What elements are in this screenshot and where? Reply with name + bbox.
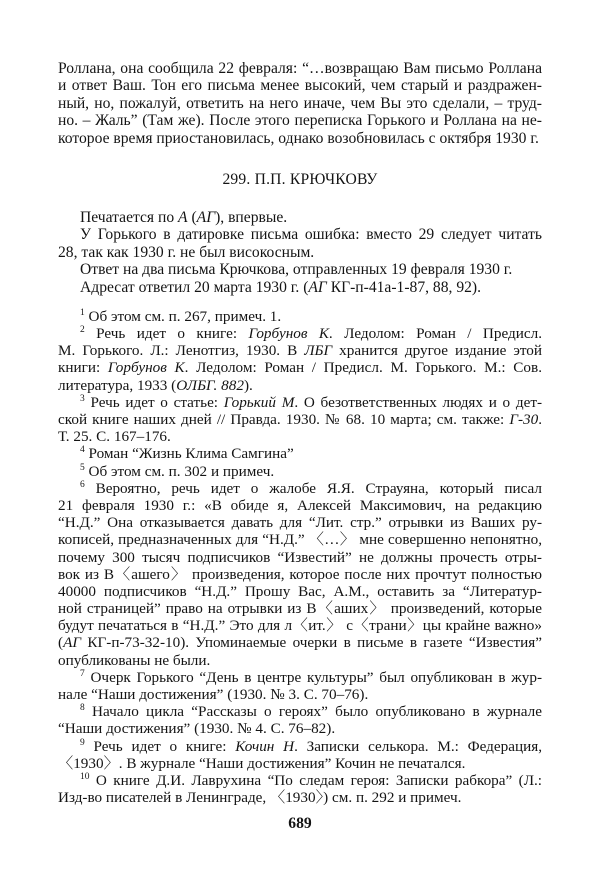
footnote-number: 2 — [80, 325, 85, 336]
footnote-line: будут печататься в “Н.Д.” Это для л〈ит.〉 с〈трани〉цы крайне важно» — [58, 617, 542, 635]
footnote-4 — [58, 445, 542, 462]
footnote-line: $^1$ Об этом см. п. 267, примеч. 1. — [80, 307, 282, 325]
footnote-line: “Наши достижения” (1930. № 4. С. 76–82). — [58, 720, 336, 738]
note-dating-error: У Горького в датировке письма ошибка: вместо 29 следует читать — [80, 226, 542, 244]
footnote-line: $^9$ Речь идет о книге: Кочин Н. Записки селькора. М.: Федерация, — [80, 737, 543, 755]
footnote-10 — [58, 772, 542, 806]
footnote-number: 9 — [80, 737, 85, 748]
footnote-line: $^3$ Речь идет о статье: Горький М. О безответственных людях и о дет- — [80, 393, 543, 411]
footnote-line: “Н.Д.” Она отказывается давать для “Лит. стр.” отрывки из Ваших ру- — [58, 514, 542, 532]
footnote-number: 5 — [80, 462, 85, 473]
text-line: но. – Жаль” (Там же). После этого переписка Горького и Роллана на не- — [58, 112, 542, 130]
footnote-line: вок из В〈ашего〉 произведения, которое после них прочтут полностью — [58, 565, 542, 583]
footnote-line: нале “Наши достижения” (1930. № 3. С. 70–76). — [58, 686, 369, 704]
section-heading: 299. П.П. КРЮЧКОВУ — [222, 170, 378, 188]
text-line: ный, но, пожалуй, ответить на него иначе, чем Вы это сделали, – труд- — [58, 94, 542, 112]
footnote-line: ской книге наших дней // Правда. 1930. № 68. 10 марта; см. также: Г-30. — [58, 411, 542, 429]
spacer — [58, 296, 542, 308]
footnote-5 — [58, 463, 542, 480]
footnote-line: (АГ КГ-п-73-32-10). Упоминаемые очерки в письме в газете “Известия” — [58, 634, 542, 652]
text-line: и ответ Ваш. Тон его письма менее высокий, чем старый и раздражен- — [58, 77, 542, 95]
footnote-line: Изд-во писателей в Ленинграде, 〈1930〉) см. п. 292 и примеч. — [58, 789, 462, 807]
footnote-8 — [58, 703, 542, 737]
footnote-line: ной страницей” право на отрывки из В〈аших〉 произведений, которые — [58, 600, 542, 618]
intro-paragraph — [58, 60, 542, 147]
note-printed-from: Печатается по А (АГ), впервые. — [80, 208, 288, 226]
footnote-3 — [58, 394, 542, 446]
note-dating-error-cont: 28, так как 1930 г. не был високосным. — [58, 243, 315, 261]
footnote-line: 40000 подписчиков “Н.Д.” Прошу Вас, А.М., оставить за “Литератур- — [58, 582, 542, 600]
footnote-line: $^5$ Об этом см. п. 302 и примеч. — [80, 462, 275, 480]
note-reply-to: Ответ на два письма Крючкова, отправленных 19 февраля 1930 г. — [80, 261, 513, 279]
footnote-line: $^6$ Вероятно, речь идет о жалобе Я.Я. Страуяна, который писал — [80, 479, 542, 497]
footnote-number: 3 — [80, 393, 85, 404]
footnote-line: 21 февраля 1930 г.: «В обиде я, Алексей Максимович, на редакцию — [58, 496, 542, 514]
footnote-line: М. Горького. Л.: Ленотгиз, 1930. В ЛБГ хранится другое издание этой — [58, 342, 543, 360]
footnote-line: 〈1930〉. В журнале “Наши достижения” Кочин не печатался. — [58, 754, 466, 772]
footnote-1 — [58, 308, 542, 325]
footnote-number: 4 — [80, 445, 85, 456]
footnote-6 — [58, 480, 542, 669]
text-line: Роллана, она сообщила 22 февраля: “…возвращаю Вам письмо Роллана — [58, 60, 542, 77]
footnote-7 — [58, 669, 542, 703]
footnote-number: 10 — [80, 771, 90, 782]
footnotes — [58, 308, 542, 806]
footnote-line: Т. 25. С. 167–176. — [58, 428, 171, 446]
footnote-2 — [58, 325, 542, 394]
footnote-number: 8 — [80, 703, 85, 714]
text-line: которое время приостановилась, однако возобновилась с октября 1930 г. — [58, 129, 539, 147]
footnote-number: 7 — [80, 668, 85, 679]
footnote-line: $^7$ Очерк Горького “День в центре культуры” был опубликован в жур- — [80, 668, 542, 686]
page-number: 689 — [288, 815, 312, 832]
footnote-line: $^8$ Начало цикла “Рассказы о героях” было опубликовано в журнале — [80, 703, 542, 721]
footnote-number: 1 — [80, 307, 85, 318]
note-addressee-reply: Адресат ответил 20 марта 1930 г. (АГ КГ-п-41а-1-87, 88, 92). — [80, 278, 482, 296]
footnote-line: $^{10}$ О книге Д.И. Лаврухина “По следам героя: Записки рабкора” (Л.: — [80, 771, 543, 789]
footnote-line: опубликованы не были. — [58, 651, 211, 669]
footnote-number: 6 — [80, 479, 85, 490]
footnote-line: книги: Горбунов К. Ледолом: Роман / Предисл. М. Горького. М.: Сов. — [58, 359, 542, 377]
footnote-line: кописей, предназначенных для “Н.Д.” 〈…〉 мне совершенно непонятно, — [58, 531, 542, 549]
editorial-notes — [58, 209, 542, 296]
footnote-line: литература, 1933 (ОЛБГ. 882). — [58, 376, 253, 394]
footnote-line: $^4$ Роман “Жизнь Клима Самгина” — [80, 445, 294, 463]
footnote-9 — [58, 738, 542, 772]
footnote-line: почему 300 тысяч подписчиков “Известий” не должны прочесть отры- — [58, 548, 542, 566]
document-page — [58, 60, 542, 806]
footnote-line: $^2$ Речь идет о книге: Горбунов К. Ледолом: Роман / Предисл. — [80, 325, 543, 343]
